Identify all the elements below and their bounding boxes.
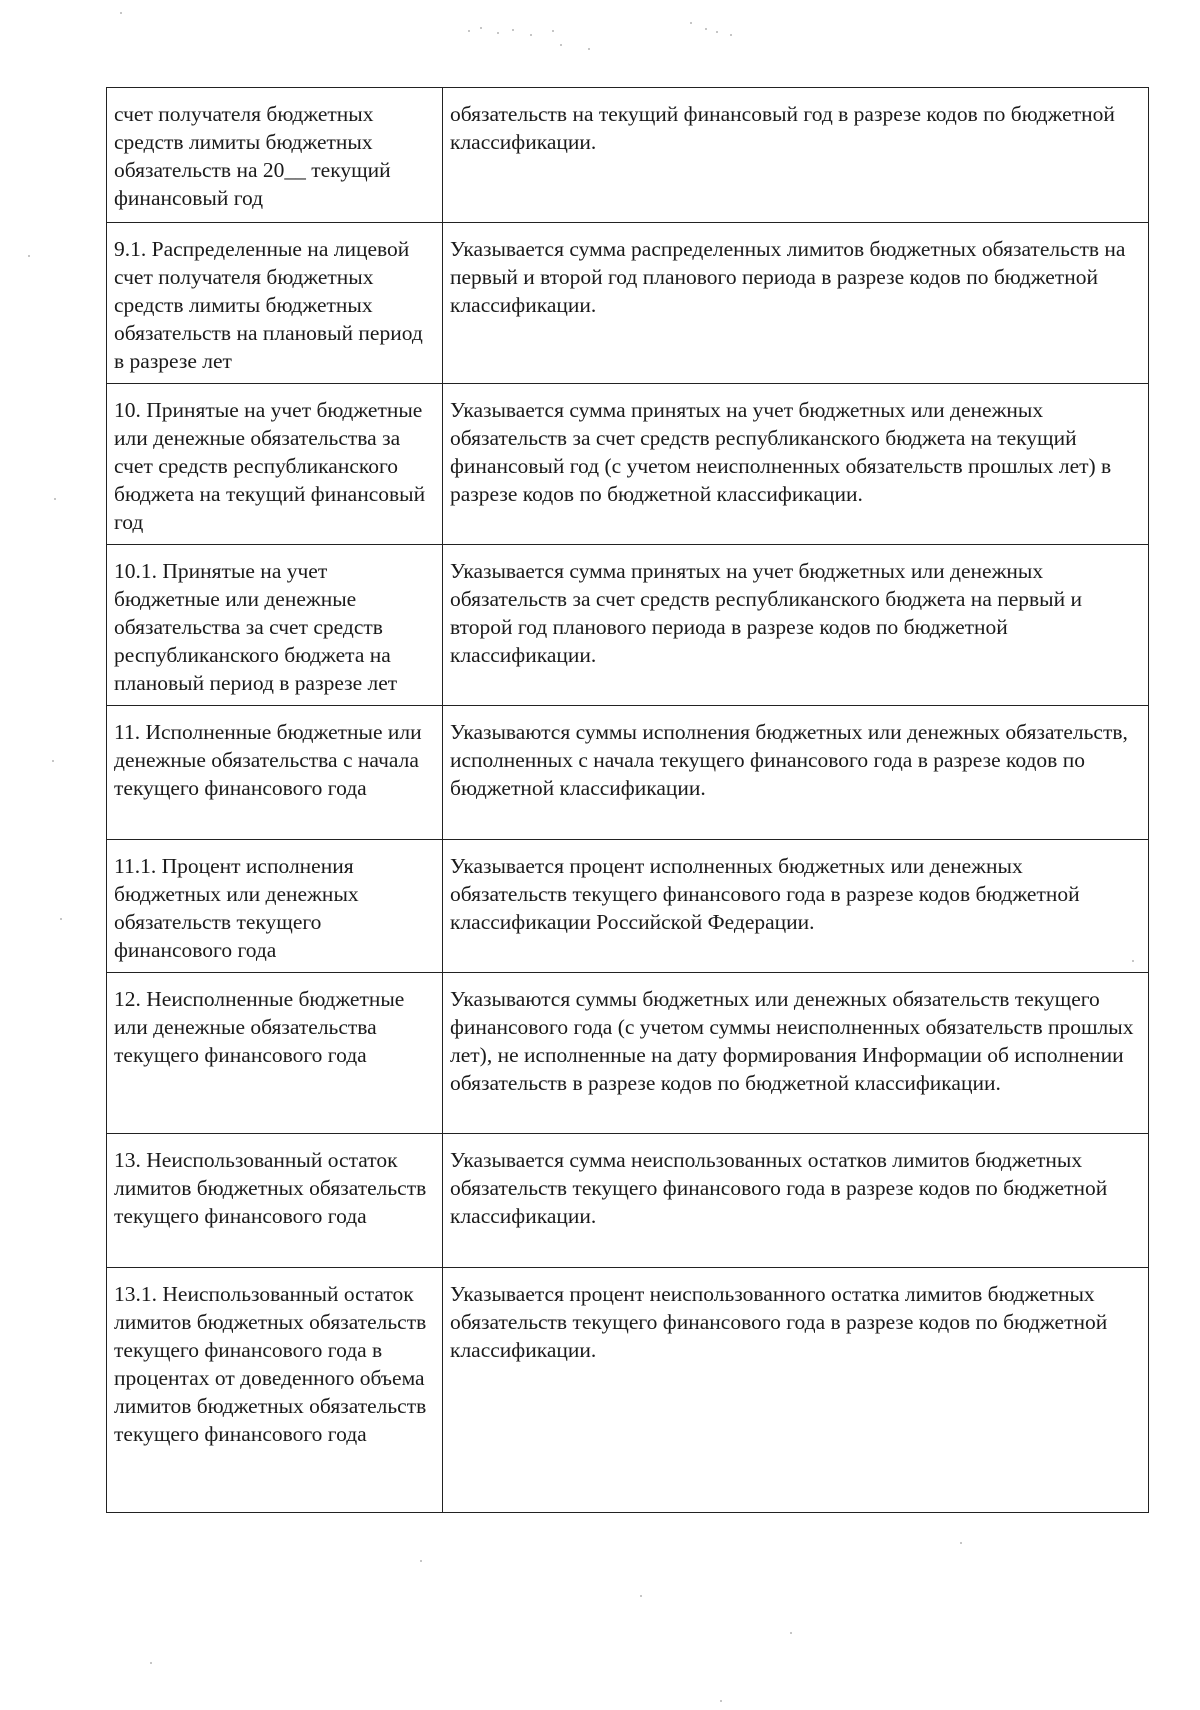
obligations-description-table <box>106 87 1149 1513</box>
row-label: 13. Неиспользованный остаток лимитов бюджетных обязательств текущего финансового года <box>114 1148 427 1228</box>
row-description: Указывается сумма принятых на учет бюджетных или денежных обязательств за счет средств республиканского бюджета на первый и второй год планового периода в разрезе кодов по бюджетной классификации. <box>450 559 1083 667</box>
row-description: Указываются суммы исполнения бюджетных или денежных обязательств, исполненных с начала текущего финансового года в разрезе кодов по бюджетной классификации. <box>450 720 1128 800</box>
row-description: Указывается процент неиспользованного остатка лимитов бюджетных обязательств текущего финансового года в разрезе кодов по бюджетной классификации. <box>450 1282 1108 1362</box>
row-description-cell <box>443 973 1149 1134</box>
row-label-cell <box>107 1268 443 1513</box>
row-label-cell <box>107 384 443 545</box>
table-row <box>107 973 1149 1134</box>
row-description-cell <box>443 88 1149 223</box>
row-label-cell <box>107 545 443 706</box>
table-row <box>107 706 1149 840</box>
table-row <box>107 88 1149 223</box>
row-label-cell <box>107 223 443 384</box>
row-description: Указываются суммы бюджетных или денежных обязательств текущего финансового года (с учетом суммы неисполненных обязательств прошлых лет), не исполненные на дату формирования Информации об исполнении обязательств в разрезе кодов по бюджетной классификации. <box>450 987 1134 1095</box>
table-row <box>107 223 1149 384</box>
table-row <box>107 384 1149 545</box>
row-label: счет получателя бюджетных средств лимиты бюджетных обязательств на 20__ текущий финансовый год <box>114 102 391 210</box>
table-row <box>107 1268 1149 1513</box>
row-description: Указывается сумма принятых на учет бюджетных или денежных обязательств за счет средств республиканского бюджета на текущий финансовый год (с учетом неисполненных обязательств прошлых лет) в разрезе кодов по бюджетной классификации. <box>450 398 1112 506</box>
row-description: Указывается процент исполненных бюджетных или денежных обязательств текущего финансового года в разрезе кодов бюджетной классификации Российской Федерации. <box>450 854 1080 934</box>
row-label-cell <box>107 88 443 223</box>
row-label: 10.1. Принятые на учет бюджетные или денежные обязательства за счет средств республиканского бюджета на плановый период в разрезе лет <box>114 559 398 695</box>
row-description-cell <box>443 384 1149 545</box>
row-description: Указывается сумма неиспользованных остатков лимитов бюджетных обязательств текущего финансового года в разрезе кодов по бюджетной классификации. <box>450 1148 1108 1228</box>
row-label: 11. Исполненные бюджетные или денежные обязательства с начала текущего финансового года <box>114 720 422 800</box>
row-label-cell <box>107 973 443 1134</box>
row-description-cell <box>443 840 1149 973</box>
table-row <box>107 545 1149 706</box>
row-label: 11.1. Процент исполнения бюджетных или денежных обязательств текущего финансового года <box>114 854 359 962</box>
row-description: Указывается сумма распределенных лимитов бюджетных обязательств на первый и второй год планового периода в разрезе кодов по бюджетной классификации. <box>450 237 1126 317</box>
row-label-cell <box>107 1134 443 1268</box>
row-description-cell <box>443 1134 1149 1268</box>
row-description-cell <box>443 1268 1149 1513</box>
row-label: 12. Неисполненные бюджетные или денежные обязательства текущего финансового года <box>114 987 405 1067</box>
row-label-cell <box>107 840 443 973</box>
row-label: 13.1. Неиспользованный остаток лимитов бюджетных обязательств текущего финансового года в процентах от доведенного объема лимитов бюджетных обязательств текущего финансового года <box>114 1282 427 1446</box>
row-label: 10. Принятые на учет бюджетные или денежные обязательства за счет средств республиканского бюджета на текущий финансовый год <box>114 398 426 534</box>
table-row <box>107 1134 1149 1268</box>
row-description-cell <box>443 545 1149 706</box>
table-row <box>107 840 1149 973</box>
row-description-cell <box>443 223 1149 384</box>
row-description-cell <box>443 706 1149 840</box>
row-description: обязательств на текущий финансовый год в разрезе кодов по бюджетной классификации. <box>450 102 1115 154</box>
row-label: 9.1. Распределенные на лицевой счет получателя бюджетных средств лимиты бюджетных обязательств на плановый период в разрезе лет <box>114 237 423 373</box>
row-label-cell <box>107 706 443 840</box>
